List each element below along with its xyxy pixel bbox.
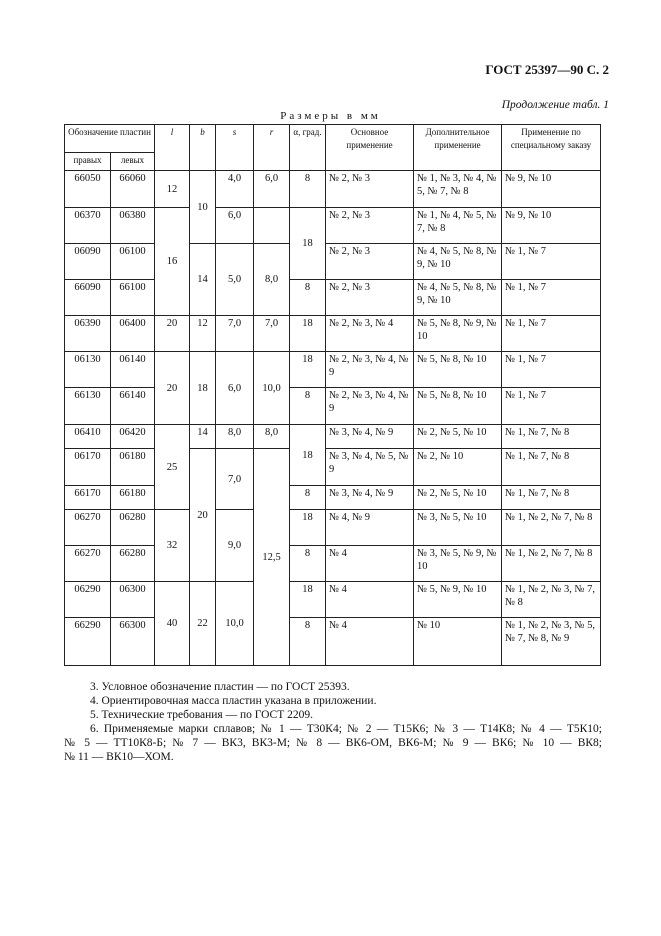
table-row [65,352,601,388]
cell-left: 06400 [111,316,155,352]
cell-l: 12 [155,171,190,208]
cell-l: 25 [155,425,190,510]
cell-special: № 1, № 7 [502,388,601,425]
cell-alpha: 18 [290,352,326,388]
cell-main: № 2, № 3, № 4, № 9 [326,388,414,425]
cell-extra: № 4, № 5, № 8, № 9, № 10 [414,280,502,316]
cell-alpha: 8 [290,171,326,208]
cell-main: № 4, № 9 [326,510,414,546]
cell-b: 12 [190,316,216,352]
cell-main: № 4 [326,546,414,582]
table-row [65,388,601,425]
cell-b: 14 [190,425,216,449]
cell-s: 6,0 [216,208,254,244]
cell-s: 8,0 [216,425,254,449]
cell-alpha: 8 [290,618,326,666]
cell-l: 40 [155,582,190,666]
cell-l: 16 [155,208,190,316]
cell-b: 14 [190,244,216,316]
cell-special: № 9, № 10 [502,208,601,244]
units-caption: Размеры в мм [280,110,381,122]
cell-special: № 1, № 2, № 7, № 8 [502,510,601,546]
cell-right: 06170 [65,449,111,486]
cell-left: 66140 [111,388,155,425]
table-row [65,316,601,352]
cell-l: 20 [155,352,190,425]
note-6-line-1: 6. Применяемые марки сплавов; № 1 — Т30К4; № 2 — Т15К6; № 3 — Т14К8; № 4 — Т5К10; [90,723,602,735]
cell-extra: № 2, № 10 [414,449,502,486]
table-row [65,208,601,244]
cell-left: 66180 [111,486,155,510]
cell-extra: № 4, № 5, № 8, № 9, № 10 [414,244,502,280]
cell-left: 66100 [111,280,155,316]
cell-extra: № 5, № 8, № 9, № 10 [414,316,502,352]
cell-alpha: 8 [290,486,326,510]
cell-alpha: 18 [290,208,326,280]
cell-main: № 2, № 3 [326,171,414,208]
header-main-use: Основное применение [326,125,414,171]
cell-special: № 1, № 2, № 3, № 7, № 8 [502,582,601,618]
cell-main: № 2, № 3 [326,280,414,316]
cell-l: 20 [155,316,190,352]
cell-right: 66050 [65,171,111,208]
cell-main: № 2, № 3 [326,208,414,244]
cell-extra: № 3, № 5, № 10 [414,510,502,546]
header-alpha: α, град. [290,125,326,171]
cell-left: 06380 [111,208,155,244]
table-row [65,171,601,208]
cell-alpha: 18 [290,510,326,546]
cell-extra: № 10 [414,618,502,666]
cell-r: 7,0 [254,316,290,352]
cell-special: № 9, № 10 [502,171,601,208]
cell-left: 06140 [111,352,155,388]
cell-r: 8,0 [254,244,290,316]
cell-r: 12,5 [254,449,290,666]
cell-left: 66300 [111,618,155,666]
cell-main: № 4 [326,618,414,666]
cell-s: 7,0 [216,449,254,510]
cell-left: 06280 [111,510,155,546]
cell-extra: № 1, № 4, № 5, № 7, № 8 [414,208,502,244]
cell-extra: № 5, № 8, № 10 [414,388,502,425]
cell-extra: № 1, № 3, № 4, № 5, № 7, № 8 [414,171,502,208]
cell-right: 06130 [65,352,111,388]
cell-alpha: 18 [290,582,326,618]
cell-right: 66270 [65,546,111,582]
cell-right: 06370 [65,208,111,244]
cell-b: 10 [190,171,216,244]
cell-left: 06300 [111,582,155,618]
cell-main: № 2, № 3, № 4 [326,316,414,352]
header-special-use: Применение по специальному заказу [502,125,601,171]
cell-special: № 1, № 7, № 8 [502,449,601,486]
cell-special: № 1, № 2, № 3, № 5, № 7, № 8, № 9 [502,618,601,666]
header-row-1 [65,125,601,153]
table-row [65,280,601,316]
cell-right: 06410 [65,425,111,449]
cell-right: 66170 [65,486,111,510]
cell-special: № 1, № 7 [502,280,601,316]
note-6-line-2: № 5 — ТТ10К8-Б; № 7 — ВК3, ВК3-М; № 8 — ВК6-ОМ, ВК6-М; № 9 — ВК6; № 10 — ВК8; [64,737,602,749]
cell-alpha: 8 [290,280,326,316]
cell-r: 6,0 [254,171,290,208]
cell-s: 9,0 [216,510,254,582]
note-5: 5. Технические требования — по ГОСТ 2209. [90,709,313,721]
cell-alpha: 8 [290,388,326,425]
cell-r: 8,0 [254,425,290,449]
cell-right: 66290 [65,618,111,666]
cell-right: 06290 [65,582,111,618]
inserts-table [64,124,601,666]
cell-alpha: 18 [290,425,326,486]
document-header: ГОСТ 25397—90 С. 2 [485,62,609,77]
header-s: s [216,125,254,171]
cell-left: 06420 [111,425,155,449]
cell-s: 4,0 [216,171,254,208]
cell-b: 22 [190,582,216,666]
cell-b: 18 [190,352,216,425]
notes-section [64,680,602,764]
cell-extra: № 2, № 5, № 10 [414,486,502,510]
cell-b: 20 [190,449,216,582]
cell-left: 66060 [111,171,155,208]
cell-main: № 2, № 3, № 4, № 9 [326,352,414,388]
cell-main: № 3, № 4, № 9 [326,425,414,449]
header-left: левых [111,153,155,171]
cell-extra: № 2, № 5, № 10 [414,425,502,449]
cell-special: № 1, № 7 [502,244,601,280]
cell-left: 66280 [111,546,155,582]
table-row [65,618,601,666]
cell-r-empty [254,208,290,244]
header-b: b [190,125,216,171]
cell-extra: № 3, № 5, № 9, № 10 [414,546,502,582]
cell-main: № 3, № 4, № 5, № 9 [326,449,414,486]
cell-special: № 1, № 2, № 7, № 8 [502,546,601,582]
table-row [65,546,601,582]
cell-extra: № 5, № 8, № 10 [414,352,502,388]
cell-main: № 4 [326,582,414,618]
header-l: l [155,125,190,171]
cell-special: № 1, № 7 [502,316,601,352]
cell-s: 6,0 [216,352,254,425]
cell-special: № 1, № 7 [502,352,601,388]
cell-special: № 1, № 7, № 8 [502,486,601,510]
cell-s: 5,0 [216,244,254,316]
cell-extra: № 5, № 9, № 10 [414,582,502,618]
table-row [65,244,601,280]
cell-right: 66130 [65,388,111,425]
cell-main: № 3, № 4, № 9 [326,486,414,510]
header-right: правых [65,153,111,171]
cell-alpha: 8 [290,546,326,582]
table-row [65,510,601,546]
table-row [65,582,601,618]
header-r: r [254,125,290,171]
cell-r: 10,0 [254,352,290,425]
header-extra-use: Дополнительное применение [414,125,502,171]
cell-right: 66090 [65,280,111,316]
header-designation: Обозначение пластин [65,125,155,153]
cell-right: 06270 [65,510,111,546]
cell-s: 10,0 [216,582,254,666]
note-3: 3. Условное обозначение пластин — по ГОСТ 25393. [90,681,350,693]
note-4: 4. Ориентировочная масса пластин указана в приложении. [90,695,377,707]
cell-special: № 1, № 7, № 8 [502,425,601,449]
cell-right: 06090 [65,244,111,280]
table-continuation: Продолжение табл. 1 [501,99,609,111]
cell-s: 7,0 [216,316,254,352]
table-row [65,425,601,449]
cell-l: 32 [155,510,190,582]
table-row [65,486,601,510]
cell-right: 06390 [65,316,111,352]
table-row [65,449,601,486]
cell-left: 06100 [111,244,155,280]
cell-main: № 2, № 3 [326,244,414,280]
cell-left: 06180 [111,449,155,486]
note-6-line-3: № 11 — ВК10—ХОМ. [64,751,174,763]
cell-alpha: 18 [290,316,326,352]
